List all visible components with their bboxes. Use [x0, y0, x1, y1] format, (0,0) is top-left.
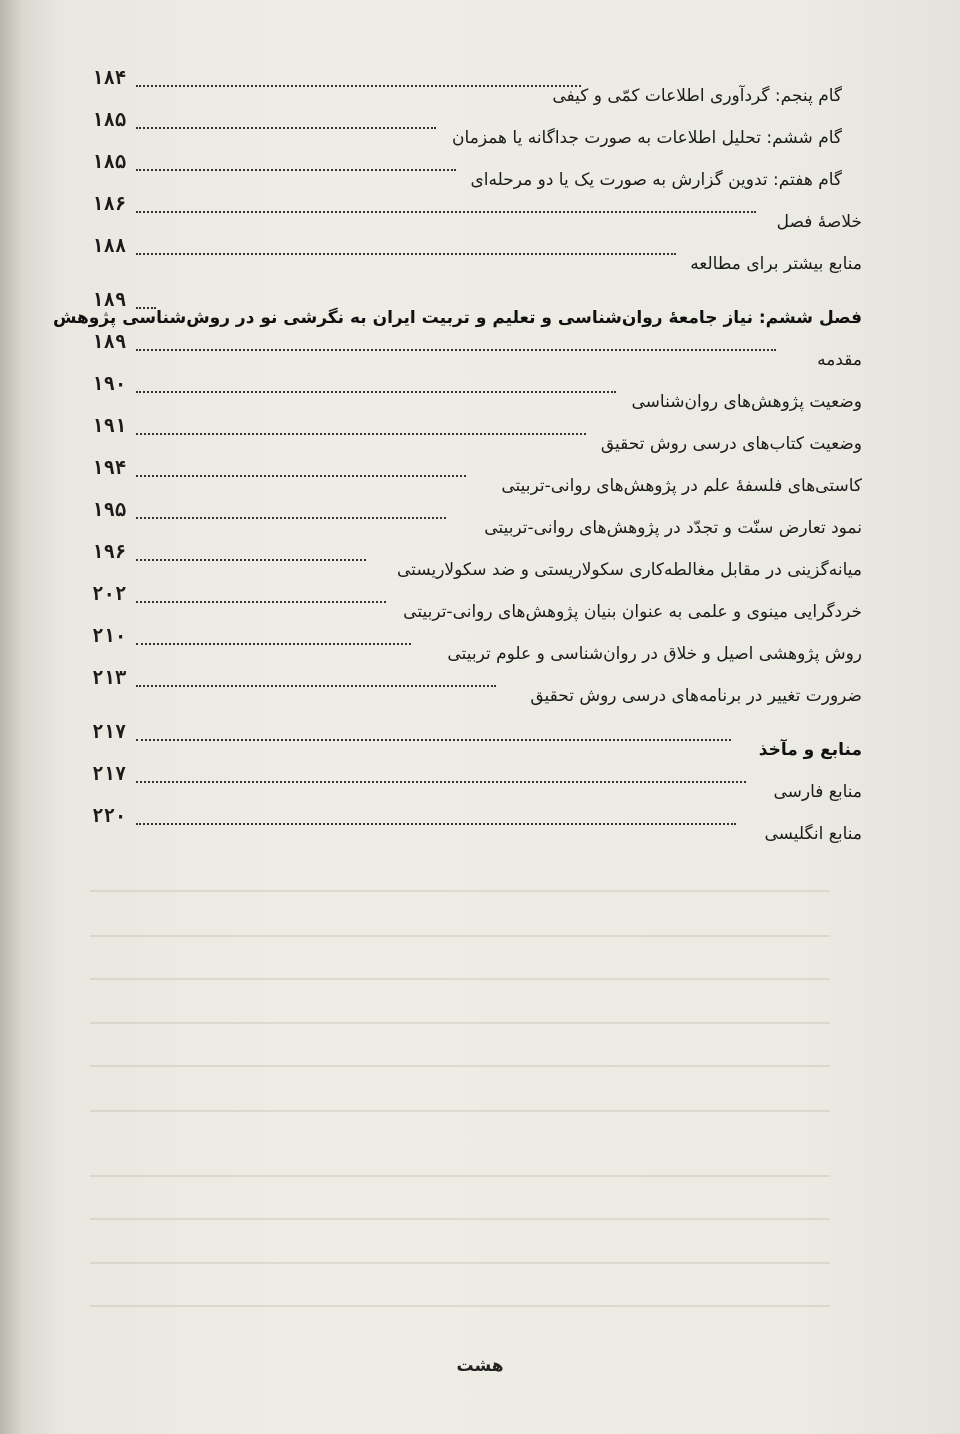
toc-page-number: ۱۹۵ — [92, 499, 127, 521]
toc-page-number: ۲۱۷ — [92, 721, 127, 743]
toc-page-number: ۱۸۵ — [92, 151, 127, 173]
toc-entry — [70, 330, 862, 370]
toc-entry-title: گام هفتم: تدوین گزارش به صورت یک یا دو مرحله‌ای — [470, 170, 842, 190]
toc-entry-title: گام پنجم: گردآوری اطلاعات کمّی و کیفی — [552, 86, 842, 106]
toc-chapter-heading — [52, 288, 862, 328]
toc-entry-title: خردگرایی مینوی و علمی به عنوان بنیان پژوهش‌های روانی-تربیتی — [403, 602, 862, 622]
page-number-footer: هشت — [456, 1356, 504, 1376]
dot-leader — [136, 599, 386, 603]
toc-entry — [70, 804, 862, 844]
toc-entry — [70, 666, 862, 706]
toc-entry — [70, 108, 862, 148]
toc-page-number: ۱۸۵ — [92, 109, 127, 131]
toc-entry-title: گام ششم: تحلیل اطلاعات به صورت جداگانه یا همزمان — [452, 128, 842, 148]
toc-entry-title: وضعیت پژوهش‌های روان‌شناسی — [631, 392, 862, 412]
dot-leader — [136, 209, 756, 213]
dot-leader — [136, 515, 446, 519]
toc-entry-title: ضرورت تغییر در برنامه‌های درسی روش تحقیق — [530, 686, 862, 706]
toc-entry — [70, 582, 862, 622]
toc-entry-title: مقدمه — [817, 350, 862, 370]
toc-page-number: ۱۹۶ — [92, 541, 127, 563]
toc-entry-title: منابع فارسی — [773, 782, 862, 802]
toc-entry-title: روش پژوهشی اصیل و خلاق در روان‌شناسی و علوم تربیتی — [447, 644, 862, 664]
dot-leader — [136, 557, 366, 561]
toc-entry-title: وضعیت کتاب‌های درسی روش تحقیق — [600, 434, 862, 454]
toc-entry-title: کاستی‌های فلسفهٔ علم در پژوهش‌های روانی-تربیتی — [501, 476, 862, 496]
dot-leader — [136, 347, 776, 351]
toc-entry — [70, 150, 862, 190]
toc-page-number: ۲۱۰ — [92, 625, 127, 647]
dot-leader — [136, 167, 456, 171]
bleed-through-line — [90, 1065, 830, 1067]
toc-entry-title: خلاصهٔ فصل — [776, 212, 862, 232]
dot-leader — [136, 821, 736, 825]
bleed-through-line — [90, 1022, 830, 1024]
toc-entry — [70, 414, 862, 454]
bleed-through-line — [90, 1175, 830, 1177]
dot-leader — [136, 125, 436, 129]
toc-entry-title: فصل ششم: نیاز جامعهٔ روان‌شناسی و تعلیم و تربیت ایران به نگرشی نو در روش‌شناسی پژوهش — [52, 308, 862, 328]
dot-leader — [136, 251, 676, 255]
toc-page-number: ۲۱۷ — [92, 763, 127, 785]
bleed-through-line — [90, 1262, 830, 1264]
bleed-through-line — [90, 1110, 830, 1112]
toc-page-number: ۲۲۰ — [92, 805, 127, 827]
toc-entry — [70, 762, 862, 802]
toc-page-number: ۱۹۴ — [92, 457, 127, 479]
toc-entry-title: نمود تعارض سنّت و تجدّد در پژوهش‌های روانی-تربیتی — [484, 518, 862, 538]
bleed-through-line — [90, 978, 830, 980]
dot-leader — [136, 737, 731, 741]
toc-page-number: ۱۸۹ — [92, 289, 127, 311]
toc-page-number: ۱۹۱ — [92, 415, 127, 437]
dot-leader — [136, 641, 411, 645]
toc-entry-title: منابع بیشتر برای مطالعه — [690, 254, 862, 274]
toc-entry-title: منابع و مآخذ — [758, 740, 862, 760]
toc-entry-title: میانه‌گزینی در مقابل مغالطه‌کاری سکولاریستی و ضد سکولاریستی — [397, 560, 862, 580]
dot-leader — [136, 779, 746, 783]
bleed-through-line — [90, 1305, 830, 1307]
dot-leader — [136, 683, 496, 687]
toc-page-number: ۱۸۴ — [92, 67, 127, 89]
dot-leader — [136, 83, 581, 87]
toc-entry — [70, 540, 862, 580]
toc-section-heading — [70, 720, 862, 760]
dot-leader — [136, 389, 616, 393]
toc-entry — [70, 498, 862, 538]
toc-entry — [70, 234, 862, 274]
toc-entry — [70, 456, 862, 496]
toc-page-number: ۱۸۸ — [92, 235, 127, 257]
toc-entry-title: منابع انگلیسی — [764, 824, 862, 844]
table-of-contents — [52, 58, 862, 848]
toc-entry — [70, 66, 862, 106]
toc-page-number: ۱۸۹ — [92, 331, 127, 353]
toc-page-number: ۲۰۲ — [92, 583, 127, 605]
toc-entry — [70, 192, 862, 232]
dot-leader — [136, 473, 466, 477]
bleed-through-line — [90, 935, 830, 937]
toc-page-number: ۱۹۰ — [92, 373, 127, 395]
bleed-through-line — [90, 890, 830, 892]
toc-entry — [70, 624, 862, 664]
toc-page-number: ۲۱۳ — [92, 667, 127, 689]
toc-page-number: ۱۸۶ — [92, 193, 127, 215]
bleed-through-line — [90, 1218, 830, 1220]
dot-leader — [136, 431, 586, 435]
toc-entry — [70, 372, 862, 412]
